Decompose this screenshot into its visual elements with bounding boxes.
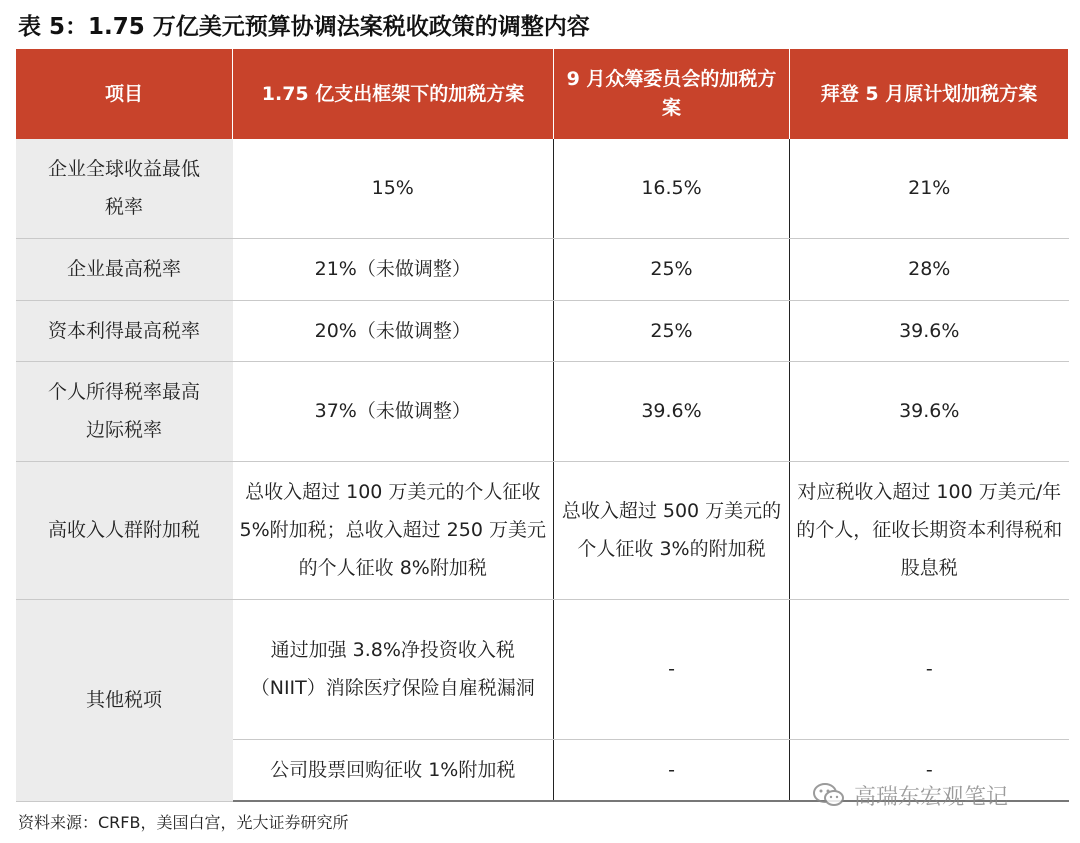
table-row — [16, 361, 1069, 461]
table-cell: 39.6% — [554, 361, 790, 461]
table-cell: 16.5% — [554, 139, 790, 238]
table-row — [16, 238, 1069, 300]
header-175-framework: 1.75 亿支出框架下的加税方案 — [233, 49, 554, 139]
table-cell: 15% — [233, 139, 554, 238]
table-cell: - — [554, 599, 790, 739]
table-row — [16, 599, 1069, 739]
table-cell: 总收入超过 100 万美元的个人征收 5%附加税；总收入超过 250 万美元的个人征收 8%附加税 — [233, 461, 554, 599]
row-label: 资本利得最高税率 — [16, 300, 233, 361]
table-row — [16, 300, 1069, 361]
row-label: 高收入人群附加税 — [16, 461, 233, 599]
table-cell: 21% — [790, 139, 1069, 238]
table-cell: 总收入超过 500 万美元的个人征收 3%的附加税 — [554, 461, 790, 599]
table-cell: 公司股票回购征收 1%附加税 — [233, 739, 554, 801]
tax-policy-table — [15, 49, 1069, 802]
header-sept-committee: 9 月众筹委员会的加税方案 — [554, 49, 790, 139]
row-label: 个人所得税率最高边际税率 — [16, 361, 233, 461]
table-cell: - — [790, 739, 1069, 801]
table-cell: 对应税收入超过 100 万美元/年的个人，征收长期资本利得税和股息税 — [790, 461, 1069, 599]
table-cell: - — [554, 739, 790, 801]
table-cell: 20%（未做调整） — [233, 300, 554, 361]
header-biden-may-plan: 拜登 5 月原计划加税方案 — [790, 49, 1069, 139]
table-cell: 37%（未做调整） — [233, 361, 554, 461]
table-cell: 39.6% — [790, 361, 1069, 461]
table-cell: 通过加强 3.8%净投资收入税（NIIT）消除医疗保险自雇税漏洞 — [233, 599, 554, 739]
row-label: 企业全球收益最低税率 — [16, 139, 233, 238]
table-cell: 25% — [554, 238, 790, 300]
table-cell: 21%（未做调整） — [233, 238, 554, 300]
table-row — [16, 139, 1069, 238]
table-cell: - — [790, 599, 1069, 739]
row-label: 企业最高税率 — [16, 238, 233, 300]
header-item: 项目 — [16, 49, 233, 139]
table-cell: 25% — [554, 300, 790, 361]
wechat-icon — [812, 781, 846, 809]
row-label: 其他税项 — [16, 599, 233, 801]
table-row — [16, 461, 1069, 599]
table-cell: 39.6% — [790, 300, 1069, 361]
watermark-text: 高瑞东宏观笔记 — [854, 784, 1009, 810]
header-row — [16, 49, 1069, 139]
table-title: 表 5：1.75 万亿美元预算协调法案税收政策的调整内容 — [18, 14, 590, 40]
watermark — [812, 778, 1008, 812]
source-note: 资料来源：CRFB，美国白宫，光大证券研究所 — [18, 813, 349, 832]
table-cell: 28% — [790, 238, 1069, 300]
